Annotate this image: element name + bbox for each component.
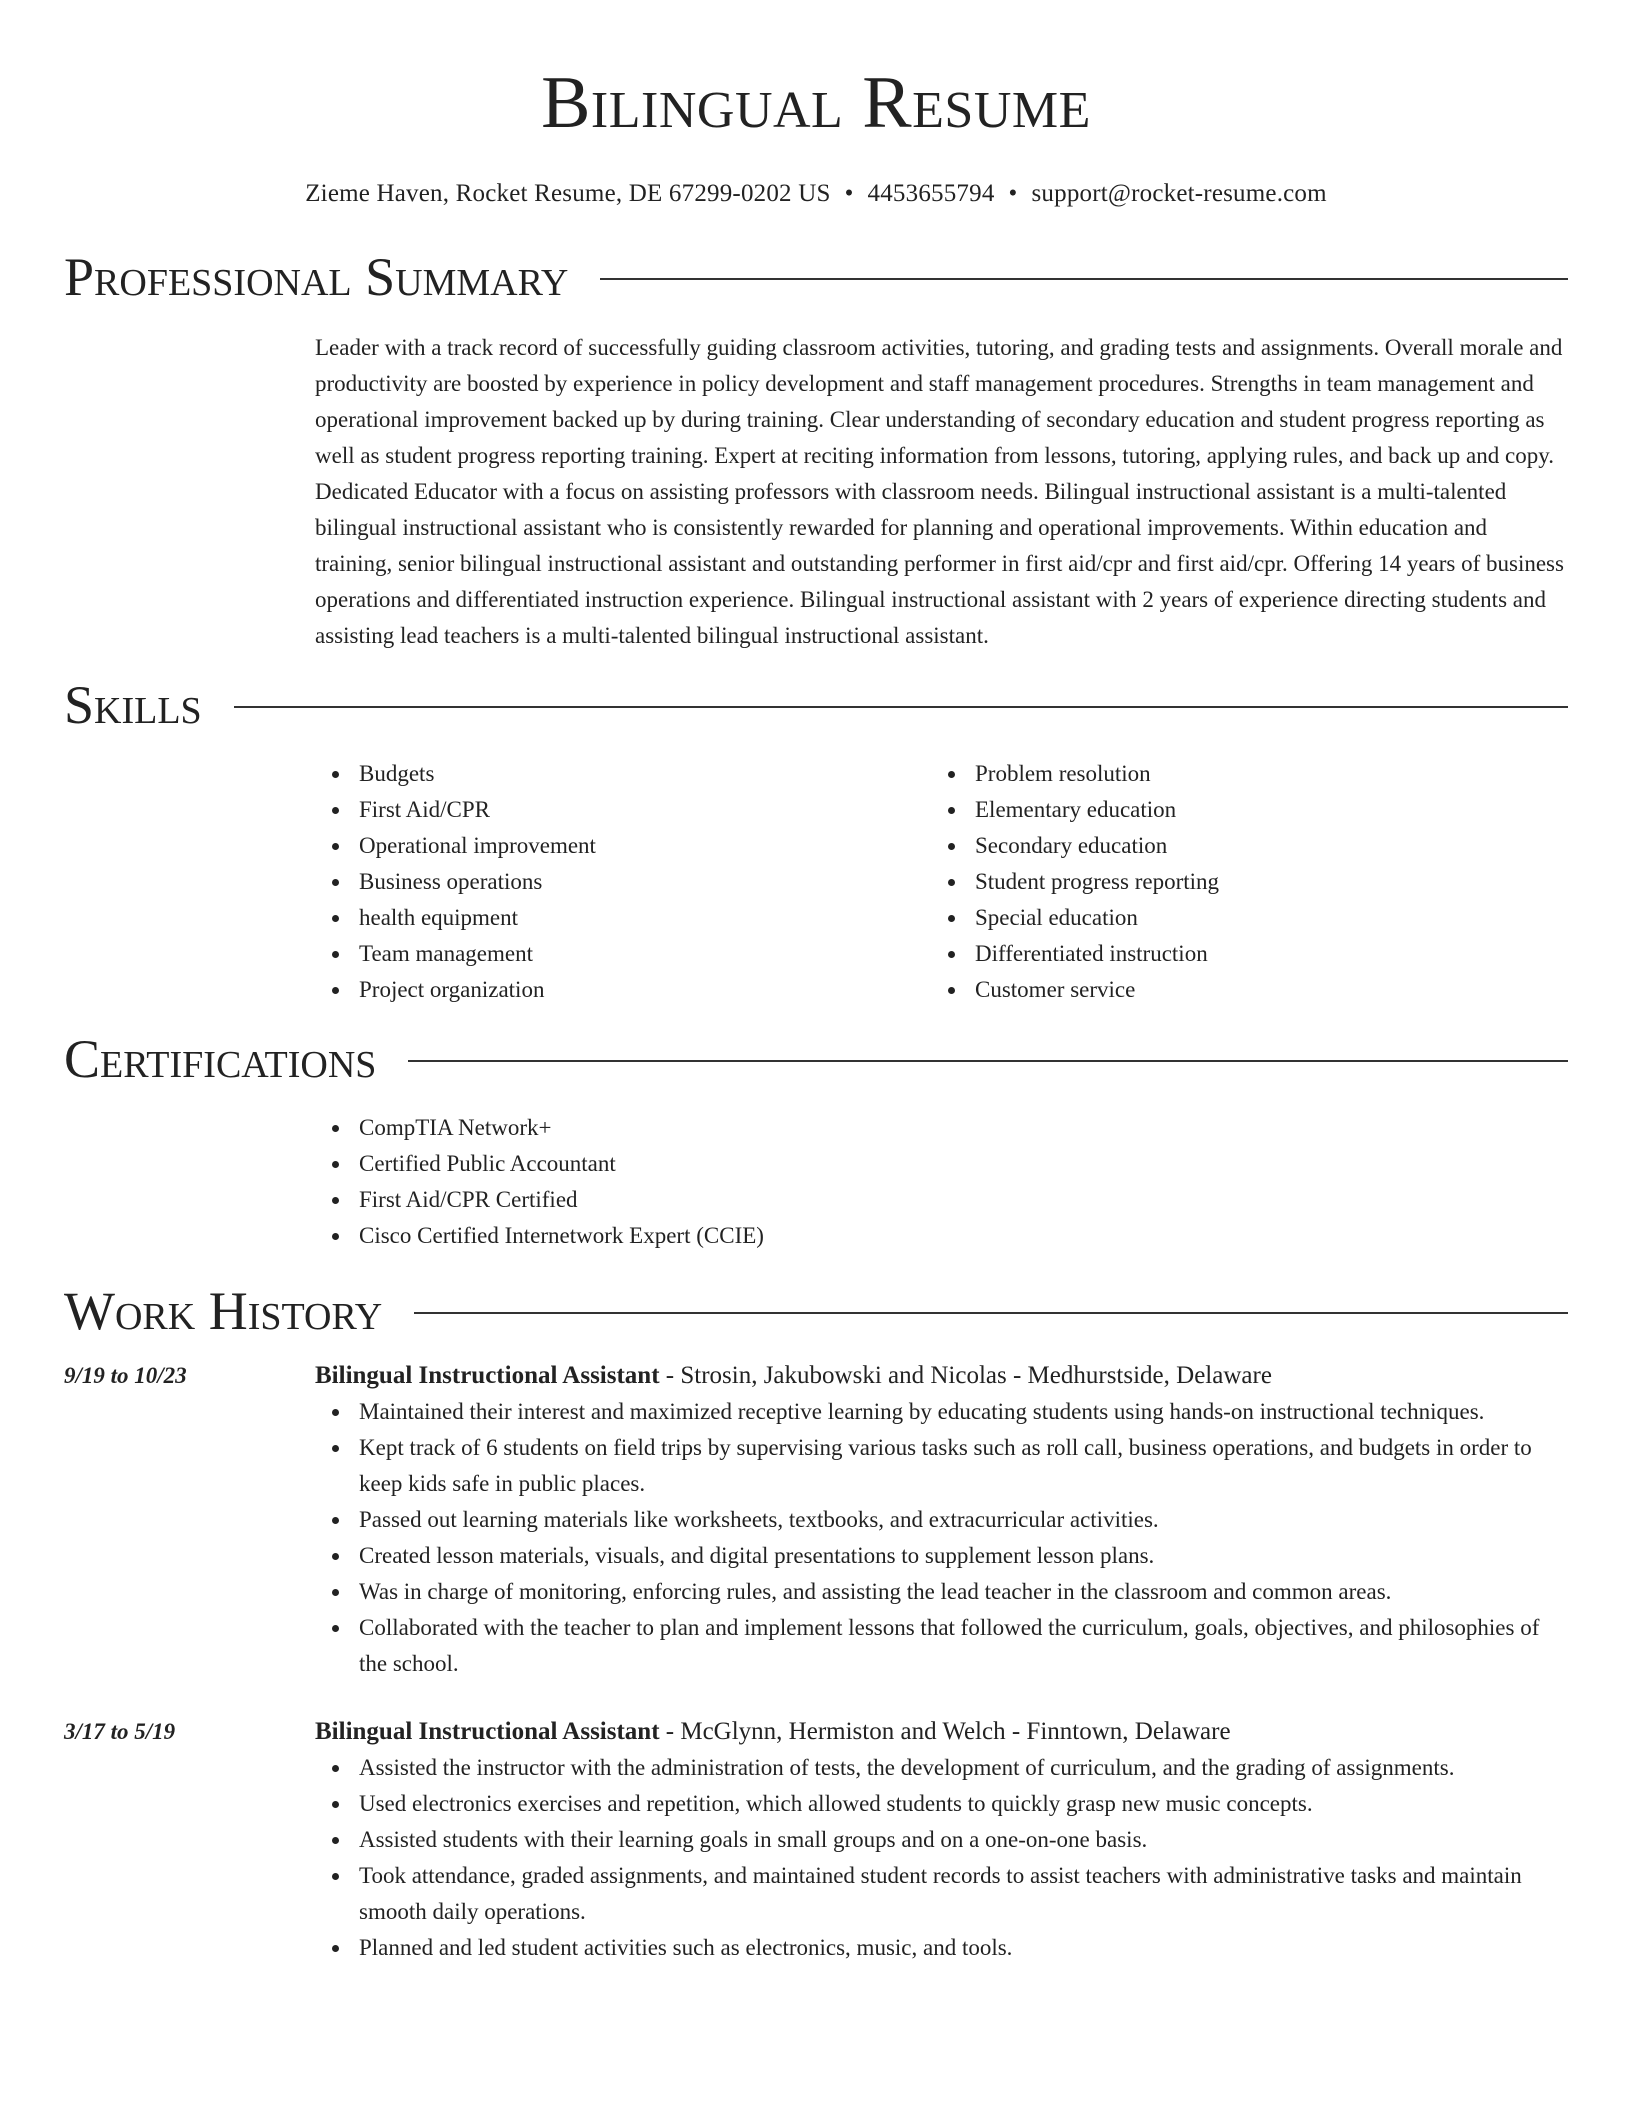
work-history-section (64, 1278, 1568, 1966)
certifications-heading: Certifications (64, 1029, 377, 1089)
job-bullet: Used electronics exercises and repetition, which allowed students to quickly grasp new music concepts. (359, 1786, 1568, 1822)
skill-item: Project organization (359, 972, 931, 1008)
skills-list-right (931, 756, 1547, 1008)
job-dates: 9/19 to 10/23 (64, 1363, 187, 1388)
certification-item: Certified Public Accountant (359, 1146, 1568, 1182)
contact-line (64, 178, 1568, 210)
skills-list-left (315, 756, 931, 1008)
certifications-list (315, 1110, 1568, 1254)
certifications-body (315, 1110, 1568, 1254)
job-title: Bilingual Instructional Assistant (315, 1718, 660, 1745)
skills-body (315, 756, 1568, 1008)
section-divider (600, 278, 1568, 280)
job-bullet: Planned and led student activities such as electronics, music, and tools. (359, 1930, 1568, 1966)
contact-email[interactable]: support@rocket-resume.com (1031, 180, 1327, 207)
job-employer: - McGlynn, Hermiston and Welch - Finntown, Delaware (659, 1718, 1231, 1745)
summary-section-header (64, 244, 1568, 310)
summary-text: Leader with a track record of successfully guiding classroom activities, tutoring, and grading tests and assignments. Overall morale and productivity are boosted by experience in policy development and staff management procedures. Strengths in team management and operational improvement backed up by during training. Clear understanding of secondary education and student progress reporting as well as student progress reporting training. Expert at reciting information from lessons, tutoring, applying rules, and back up and copy. Dedicated Educator with a focus on assisting professors with classroom needs. Bilingual instructional assistant is a multi-talented bilingual instructional assistant who is consistently rewarded for planning and operational improvements. Within education and training, senior bilingual instructional assistant and outstanding performer in first aid/cpr and first aid/cpr. Offering 14 years of business operations and differentiated instruction experience. Bilingual instructional assistant with 2 years of experience directing students and assisting lead teachers is a multi-talented bilingual instructional assistant. (315, 335, 1564, 648)
certifications-section (64, 1026, 1568, 1254)
job-heading (315, 1714, 1568, 1750)
work-history-section-header (64, 1278, 1568, 1344)
job-bullet: Was in charge of monitoring, enforcing rules, and assisting the lead teacher in the classroom and common areas. (359, 1574, 1568, 1610)
contact-separator: • (844, 180, 854, 207)
skills-column-left (315, 756, 931, 1008)
section-divider (414, 1312, 1568, 1314)
job-employer: - Strosin, Jakubowski and Nicolas - Medhurstside, Delaware (659, 1362, 1272, 1389)
job-bullet: Passed out learning materials like worksheets, textbooks, and extracurricular activities. (359, 1502, 1568, 1538)
skills-column-right (931, 756, 1547, 1008)
summary-heading: Professional Summary (64, 247, 569, 307)
skill-item: Business operations (359, 864, 931, 900)
job-dates: 3/17 to 5/19 (64, 1719, 176, 1744)
certification-item: First Aid/CPR Certified (359, 1182, 1568, 1218)
job-details (315, 1714, 1568, 1966)
contact-phone[interactable]: 4453655794 (867, 180, 995, 207)
job-bullet: Created lesson materials, visuals, and digital presentations to supplement lesson plans. (359, 1538, 1568, 1574)
certification-item: CompTIA Network+ (359, 1110, 1568, 1146)
skill-item: Student progress reporting (975, 864, 1547, 900)
skill-item: Team management (359, 936, 931, 972)
summary-body (315, 330, 1568, 654)
skill-item: Problem resolution (975, 756, 1547, 792)
job-bullet: Assisted the instructor with the administration of tests, the development of curriculum, and the grading of assignments. (359, 1750, 1568, 1786)
job-title: Bilingual Instructional Assistant (315, 1362, 660, 1389)
contact-address: Zieme Haven, Rocket Resume, DE 67299-0202 US (305, 180, 831, 207)
job-bullet: Collaborated with the teacher to plan and implement lessons that followed the curriculum, goals, objectives, and philosophies of the school. (359, 1610, 1568, 1682)
job-bullet: Took attendance, graded assignments, and maintained student records to assist teachers with administrative tasks and maintain smooth daily operations. (359, 1858, 1568, 1930)
job-bullets (315, 1394, 1568, 1682)
job-heading (315, 1358, 1568, 1394)
skill-item: Budgets (359, 756, 931, 792)
skill-item: Special education (975, 900, 1547, 936)
skills-heading: Skills (64, 675, 202, 735)
work-history-heading: Work History (64, 1281, 383, 1341)
job-bullet: Assisted students with their learning goals in small groups and on a one-on-one basis. (359, 1822, 1568, 1858)
job-entry (64, 1358, 1568, 1682)
certification-item: Cisco Certified Internetwork Expert (CCIE) (359, 1218, 1568, 1254)
skill-item: Operational improvement (359, 828, 931, 864)
skills-section (64, 672, 1568, 1008)
job-entry (64, 1714, 1568, 1966)
certifications-section-header (64, 1026, 1568, 1092)
skill-item: Elementary education (975, 792, 1547, 828)
section-divider (234, 706, 1568, 708)
skill-item: Customer service (975, 972, 1547, 1008)
contact-separator: • (1008, 180, 1018, 207)
skill-item: Secondary education (975, 828, 1547, 864)
job-bullets (315, 1750, 1568, 1966)
section-divider (408, 1060, 1568, 1062)
job-bullet: Maintained their interest and maximized receptive learning by educating students using hands-on instructional techniques. (359, 1394, 1568, 1430)
skills-section-header (64, 672, 1568, 738)
job-bullet: Kept track of 6 students on field trips by supervising various tasks such as roll call, business operations, and budgets in order to keep kids safe in public places. (359, 1430, 1568, 1502)
skill-item: First Aid/CPR (359, 792, 931, 828)
skill-item: Differentiated instruction (975, 936, 1547, 972)
resume-title: Bilingual Resume (541, 62, 1091, 144)
skill-item: health equipment (359, 900, 931, 936)
summary-section (64, 244, 1568, 654)
skills-grid (315, 756, 1568, 1008)
job-details (315, 1358, 1568, 1682)
